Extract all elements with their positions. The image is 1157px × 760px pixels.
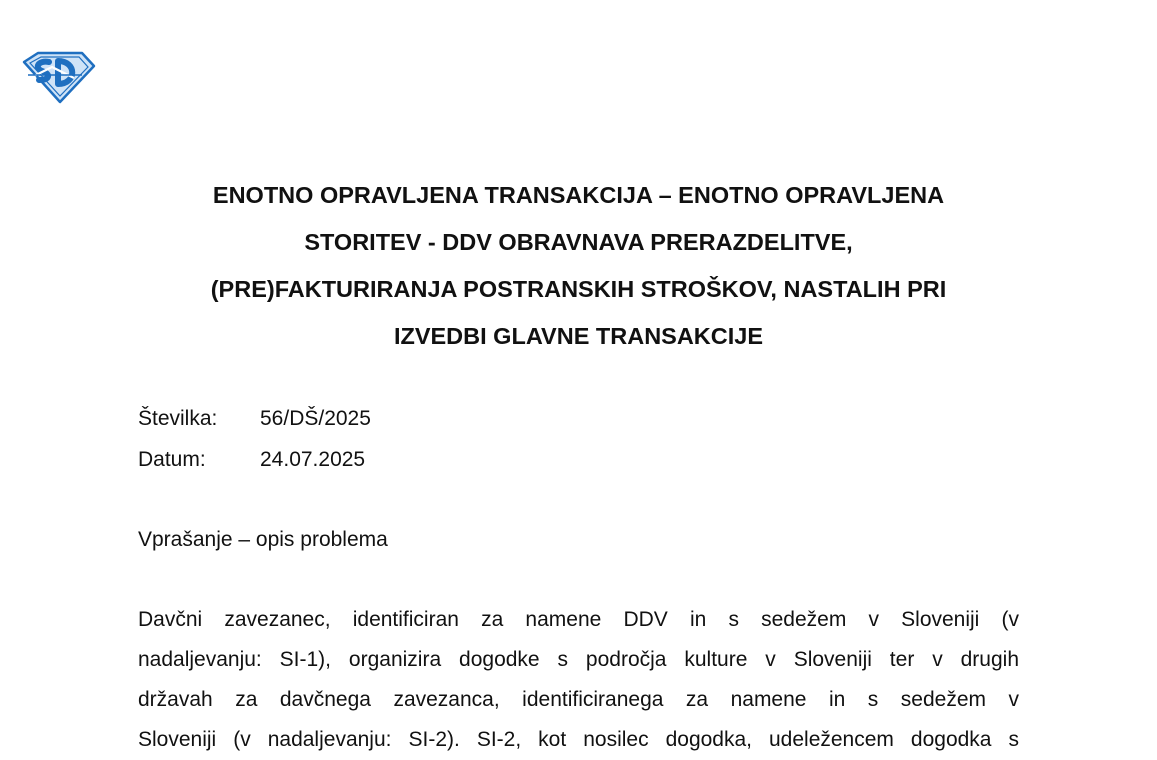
sd-logo-icon [22,48,96,104]
document-date-value: 24.07.2025 [260,448,366,471]
section-heading: Vprašanje – opis problema [138,528,388,551]
title-line: ENOTNO OPRAVLJENA TRANSAKCIJA – ENOTNO OPRAVLJENA [212,182,945,208]
document-number-label: Številka: [138,407,218,430]
document-number-value: 56/DŠ/2025 [260,407,371,430]
document-date-label: Datum: [138,448,206,471]
paragraph-line: nadaljevanju: SI-1), organizira dogodke s področja kulture v Sloveniji ter v drugih [138,648,1019,671]
body-paragraph [138,600,1019,760]
title-line: STORITEV - DDV OBRAVNAVA PRERAZDELITVE, [304,229,853,255]
document-title [120,172,1037,360]
document-date-row [138,446,365,474]
paragraph-line: državah za davčnega zavezanca, identificiranega za namene in s sedežem v [138,688,1019,711]
paragraph-line: Sloveniji (v nadaljevanju: SI-2). SI-2, kot nosilec dogodka, udeležencem dogodka s [138,728,1019,751]
title-line: (PRE)FAKTURIRANJA POSTRANSKIH STROŠKOV, NASTALIH PRI [210,276,947,302]
paragraph-line: Davčni zavezanec, identificiran za namene DDV in s sedežem v Sloveniji (v [138,608,1019,631]
title-line: IZVEDBI GLAVNE TRANSAKCIJE [393,323,764,349]
document-number-row [138,405,371,433]
